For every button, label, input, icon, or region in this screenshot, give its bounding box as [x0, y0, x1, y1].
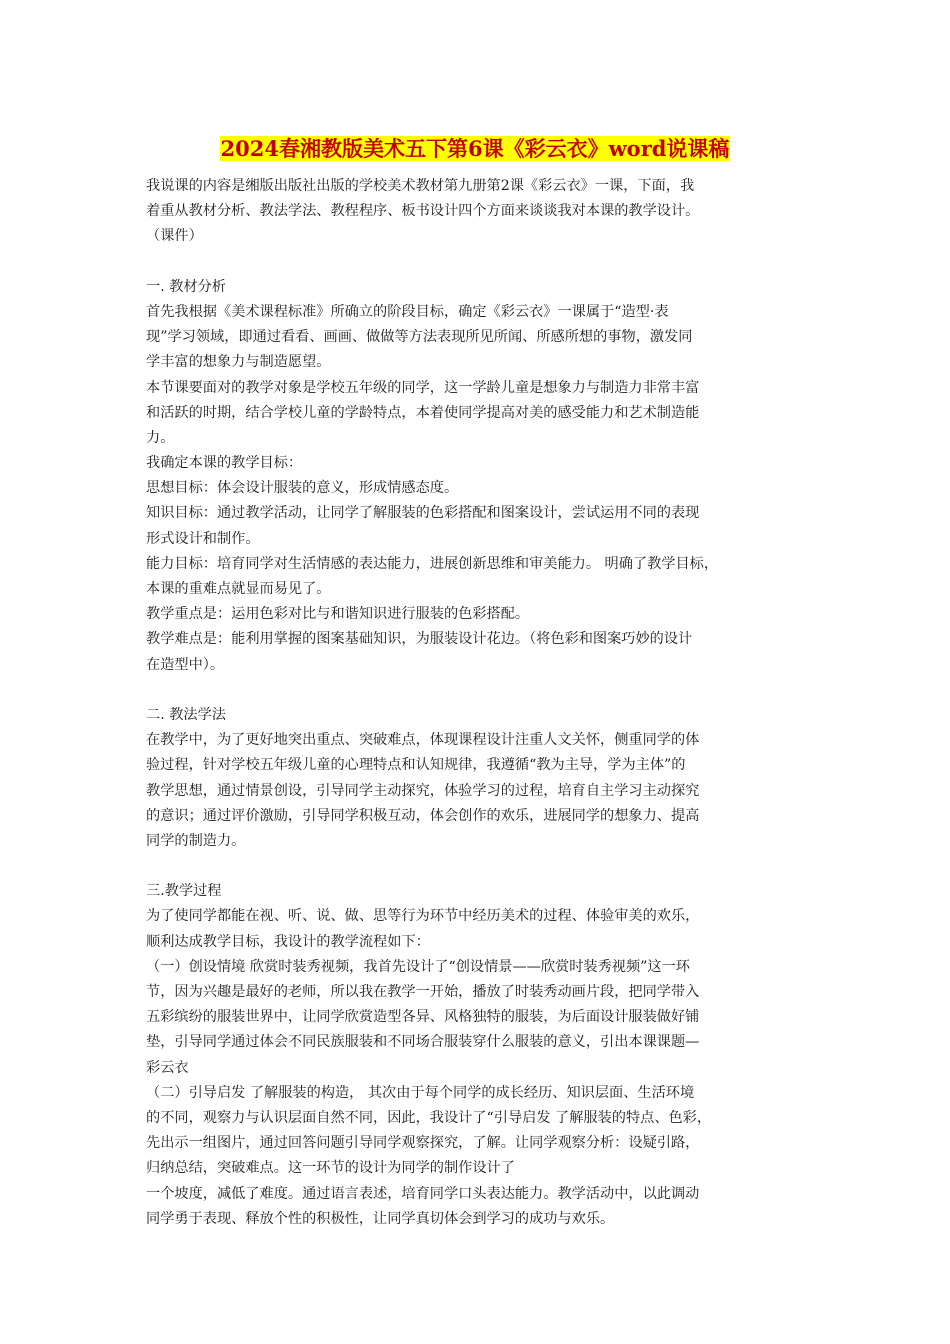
text-line: （二）引导启发 了解服装的构造， 其次由于每个同学的成长经历、知识层面、生活环境 — [146, 1084, 695, 1101]
text-line: 一. 教材分析 — [146, 278, 226, 295]
text-line: 在造型中）。 — [146, 656, 225, 673]
text-line: 一个坡度，减低了难度。通过语言表述，培育同学口头表达能力。教学活动中，以此调动 — [146, 1185, 700, 1202]
text-line: 垫，引导同学通过体会不同民族服装和不同场合服装穿什么服装的意义，引出本课课题— — [146, 1034, 700, 1051]
text-line: 能力目标：培育同学对生活情感的表达能力，进展创新思维和审美能力。 明确了教学目标， — [146, 555, 719, 572]
text-line: 本课的重难点就显而易见了。 — [146, 581, 331, 597]
text-line: 的意识；通过评价激励，引导同学积极互动，体会创作的欢乐，进展同学的想象力、提高 — [146, 807, 700, 824]
text-line: 现”学习领域，即通过看看、画画、做做等方法表现所见所闻、所感所想的事物，激发同 — [146, 329, 693, 346]
text-line: 知识目标：通过教学活动，让同学了解服装的色彩搭配和图案设计，尝试运用不同的表现 — [146, 505, 700, 522]
text-line: 我确定本课的教学目标： — [146, 455, 303, 472]
blank-line — [146, 678, 806, 703]
blank-line — [146, 250, 806, 275]
text-line: 首先我根据《美术课程标准》所确立的阶段目标，确定《彩云衣》一课属于“造型·表 — [146, 303, 669, 320]
text-line: 形式设计和制作。 — [146, 530, 260, 547]
document-body — [146, 174, 806, 1232]
text-line: 五彩缤纷的服装世界中，让同学欣赏造型各异、风格独特的服装，为后面设计服装做好铺 — [146, 1009, 700, 1026]
text-line: 同学勇于表现、释放个性的积极性，让同学真切体会到学习的成功与欢乐。 — [146, 1210, 615, 1227]
text-line: 我说课的内容是缃版出版社出版的学校美术教材第九册第2课《彩云衣》一课，下面，我 — [146, 178, 695, 194]
text-line: （课件） — [146, 228, 203, 245]
text-line: 同学的制造力。 — [146, 832, 246, 849]
text-line: 归纳总结，突破难点。这一环节的设计为同学的制作设计了 — [146, 1160, 515, 1177]
text-line: 顺利达成教学目标，我设计的教学流程如下： — [146, 933, 430, 950]
text-line: 着重从教材分析、教法学法、教程程序、板书设计四个方面来谈谈我对本课的教学设计。 — [146, 203, 700, 220]
text-line: 在教学中，为了更好地突出重点、突破难点，体现课程设计注重人文关怀，侧重同学的体 — [146, 732, 700, 749]
text-line: 学丰富的想象力与制造愿望。 — [146, 354, 331, 371]
text-line: 节，因为兴趣是最好的老师，所以我在教学一开始，播放了时装秀动画片段，把同学带入 — [146, 984, 700, 1000]
text-line: 力。 — [146, 429, 175, 446]
blank-line — [146, 854, 806, 879]
document-title: 2024春湘教版美术五下第6课《彩云衣》word说课稿 — [220, 136, 730, 161]
document-title-block — [0, 134, 950, 164]
text-line: 本节课要面对的教学对象是学校五年级的同学，这一学龄儿童是想象力与制造力非常丰富 — [146, 379, 700, 396]
text-line: 教学难点是：能利用掌握的图案基础知识，为服装设计花边。（将色彩和图案巧妙的设计 — [146, 631, 693, 648]
text-line: 思想目标：体会设计服装的意义，形成情感态度。 — [146, 480, 459, 497]
text-line: 先出示一组图片，通过回答问题引导同学观察探究，了解。让同学观察分析：设疑引路， — [146, 1135, 700, 1152]
text-line: 二. 教法学法 — [146, 706, 226, 723]
text-line: 彩云衣 — [146, 1059, 189, 1076]
text-line: 和活跃的时期，结合学校儿童的学龄特点，本着使同学提高对美的感受能力和艺术制造能 — [146, 404, 700, 421]
text-line: 教学思想，通过情景创设，引导同学主动探究，体验学习的过程，培育自主学习主动探究 — [146, 782, 700, 799]
text-line: 为了使同学都能在视、听、说、做、思等行为环节中经历美术的过程、体验审美的欢乐， — [146, 908, 700, 925]
text-line: 验过程，针对学校五年级儿童的心理特点和认知规律，我遵循“教为主导，学为主体”的 — [146, 757, 686, 774]
text-line: 三.教学过程 — [146, 883, 222, 900]
text-line: （一）创设情境 欣赏时装秀视频，我首先设计了“创设情景——欣赏时装秀视频”这一环 — [146, 958, 690, 975]
text-line: 的不同，观察力与认识层面自然不同，因此，我设计了“引导启发 了解服装的特点、色彩， — [146, 1109, 712, 1126]
text-line: 教学重点是：运用色彩对比与和谐知识进行服装的色彩搭配。 — [146, 606, 530, 623]
